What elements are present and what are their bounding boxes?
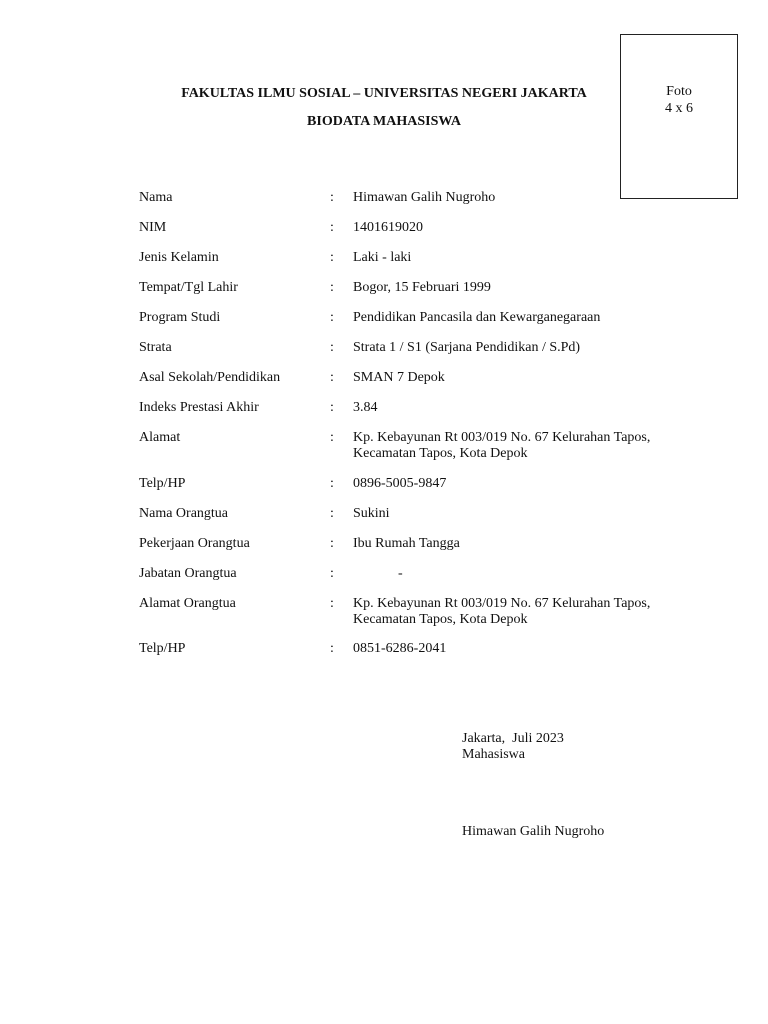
bio-label: Jenis Kelamin [139,250,219,265]
bio-value: Laki - laki [353,250,412,265]
bio-colon: : [330,566,334,581]
bio-value: Kp. Kebayunan Rt 003/019 No. 67 Kelurahan Tapos, Kecamatan Tapos, Kota Depok [353,596,651,627]
bio-colon: : [330,400,334,415]
bio-value: 0896-5005-9847 [353,476,447,491]
bio-label: Tempat/Tgl Lahir [139,280,238,295]
photo-label: Foto [666,84,692,99]
bio-label: Asal Sekolah/Pendidikan [139,370,281,385]
signature-name: Himawan Galih Nugroho [462,824,605,839]
bio-label: Telp/HP [139,476,186,491]
bio-colon: : [330,250,334,265]
bio-label: Alamat [139,430,181,445]
bio-value: SMAN 7 Depok [353,370,445,385]
faculty-heading: FAKULTAS ILMU SOSIAL – UNIVERSITAS NEGERI JAKARTA [181,86,587,101]
bio-colon: : [330,340,334,355]
bio-colon: : [330,280,334,295]
bio-colon: : [330,190,334,205]
signature-place-date: Jakarta, Juli 2023 [462,731,564,746]
bio-value: - [398,566,403,581]
document-title: BIODATA MAHASISWA [307,114,461,129]
bio-value: 0851-6286-2041 [353,641,447,656]
bio-label: Nama [139,190,173,205]
bio-colon: : [330,310,334,325]
bio-value: Sukini [353,506,390,521]
signature-role: Mahasiswa [462,747,525,762]
bio-colon: : [330,596,334,611]
bio-value: Himawan Galih Nugroho [353,190,496,205]
bio-label: Pekerjaan Orangtua [139,536,250,551]
bio-value: Pendidikan Pancasila dan Kewarganegaraan [353,310,601,325]
bio-label: Jabatan Orangtua [139,566,237,581]
bio-label: Alamat Orangtua [139,596,236,611]
bio-colon: : [330,430,334,445]
bio-label: NIM [139,220,167,235]
bio-value: Kp. Kebayunan Rt 003/019 No. 67 Kelurahan Tapos, Kecamatan Tapos, Kota Depok [353,430,651,461]
bio-value: 1401619020 [353,220,423,235]
bio-label: Indeks Prestasi Akhir [139,400,259,415]
bio-value: Ibu Rumah Tangga [353,536,460,551]
bio-value: 3.84 [353,400,378,415]
bio-value: Strata 1 / S1 (Sarjana Pendidikan / S.Pd) [353,340,581,355]
bio-label: Telp/HP [139,641,186,656]
photo-size: 4 x 6 [665,101,693,116]
bio-value: Bogor, 15 Februari 1999 [353,280,491,295]
bio-colon: : [330,536,334,551]
bio-colon: : [330,370,334,385]
bio-label: Strata [139,340,172,355]
bio-label: Nama Orangtua [139,506,229,521]
bio-colon: : [330,476,334,491]
bio-colon: : [330,641,334,656]
bio-colon: : [330,220,334,235]
bio-colon: : [330,506,334,521]
bio-label: Program Studi [139,310,221,325]
